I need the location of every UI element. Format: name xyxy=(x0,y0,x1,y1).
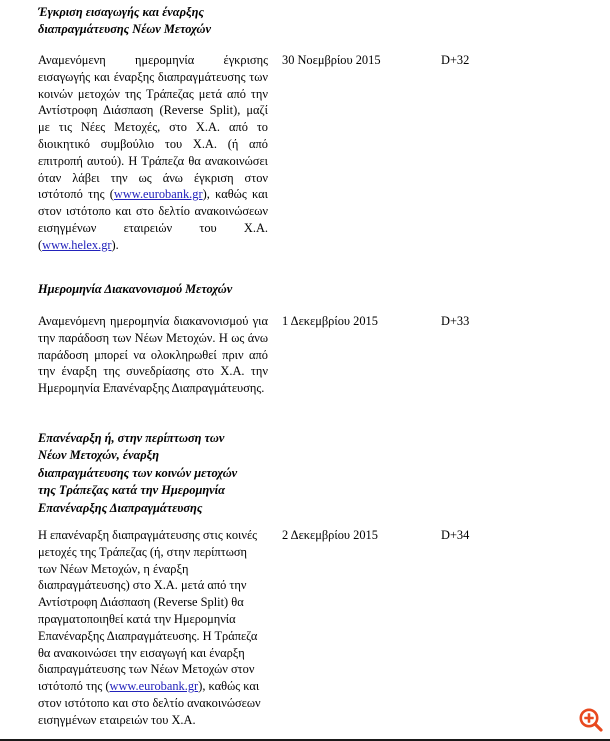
section-heading-resumption: Επανέναρξη ή, στην περίπτωση των Νέων Μετοχών, έναρξη διαπραγμάτευσης των κοινών μετοχών της Τράπεζας κατά την Ημερομηνία Επανέναρξης Διαπραγμάτευσης xyxy=(38,431,238,515)
section-code-settlement: D+33 xyxy=(441,314,470,328)
section-heading-approval: Έγκριση εισαγωγής και έναρξης διαπραγμάτευσης Νέων Μετοχών xyxy=(38,5,211,37)
section-body-resumption xyxy=(38,527,268,729)
zoom-in-magnifier-icon[interactable] xyxy=(578,707,604,733)
body-text-part-2: ), καθώς και στον ιστότοπο και στο δελτίο ανακοινώσεων εισηγμένων εταιρειών του Χ.Α. xyxy=(38,679,261,727)
link-helex-gr[interactable]: www.helex.gr xyxy=(42,237,112,252)
section-heading-settlement: Ημερομηνία Διακανονισμού Μετοχών xyxy=(38,282,233,296)
link-eurobank-gr[interactable]: www.eurobank.gr xyxy=(109,679,199,694)
section-body-approval xyxy=(38,52,268,254)
section-code-approval: D+32 xyxy=(441,53,470,67)
section-date-resumption: 2 Δεκεμβρίου 2015 xyxy=(282,528,378,542)
body-text-part-1: Η επανέναρξη διαπραγμάτευσης στις κοινές μετοχές της Τράπεζας (ή, στην περίπτωση των Νέων Μετοχών, η έναρξη διαπραγμάτευσης) στο Χ.Α. μετά από την Αντίστροφη Διάσπαση (Reverse Split) θα πραγματοποιηθεί κατά την Ημερομηνία Επανέναρξης Διαπραγμάτευσης. Η Τράπεζα θα ανακοινώσει την εισαγωγή και έναρξη διαπραγμάτευσης των Νέων Μετοχών στον ιστότοπό της ( xyxy=(38,528,258,694)
section-body-settlement: Αναμενόμενη ημερομηνία διακανονισμού για την παράδοση των Νέων Μετοχών. Η ως άνω παράδοση μπορεί να ολοκληρωθεί πριν από την έναρξη της συνεδρίασης στο Χ.Α. την Ημερομηνία Επανέναρξης Διαπραγμάτευσης. xyxy=(38,314,268,396)
section-code-resumption: D+34 xyxy=(441,528,470,542)
body-text-part-1: Αναμενόμενη ημερομηνία έγκρισης εισαγωγής και έναρξης διαπραγμάτευσης των κοινών μετοχών της Τράπεζας μετά από την Αντίστροφη Διάσπαση (Reverse Split), μαζί με τις Νέες Μετοχές, στο Χ.Α. από το διοικητικό συμβούλιο του Χ.Α. (ή από επιτροπή αυτού). Η Τράπεζα θα ανακοινώσει όταν λάβει την ως άνω έγκριση στον ιστότοπό της ( xyxy=(38,53,268,202)
section-date-settlement: 1 Δεκεμβρίου 2015 xyxy=(282,314,378,328)
body-text-part-2: ), καθώς και στον ιστότοπο και στο δελτίο ανακοινώσεων εισηγμένων εταιρειών του Χ.Α. ( xyxy=(38,187,268,252)
link-eurobank-gr[interactable]: www.eurobank.gr xyxy=(113,187,203,202)
body-text-part-3: ). xyxy=(111,237,119,252)
section-date-approval: 30 Νοεμβρίου 2015 xyxy=(282,53,381,67)
